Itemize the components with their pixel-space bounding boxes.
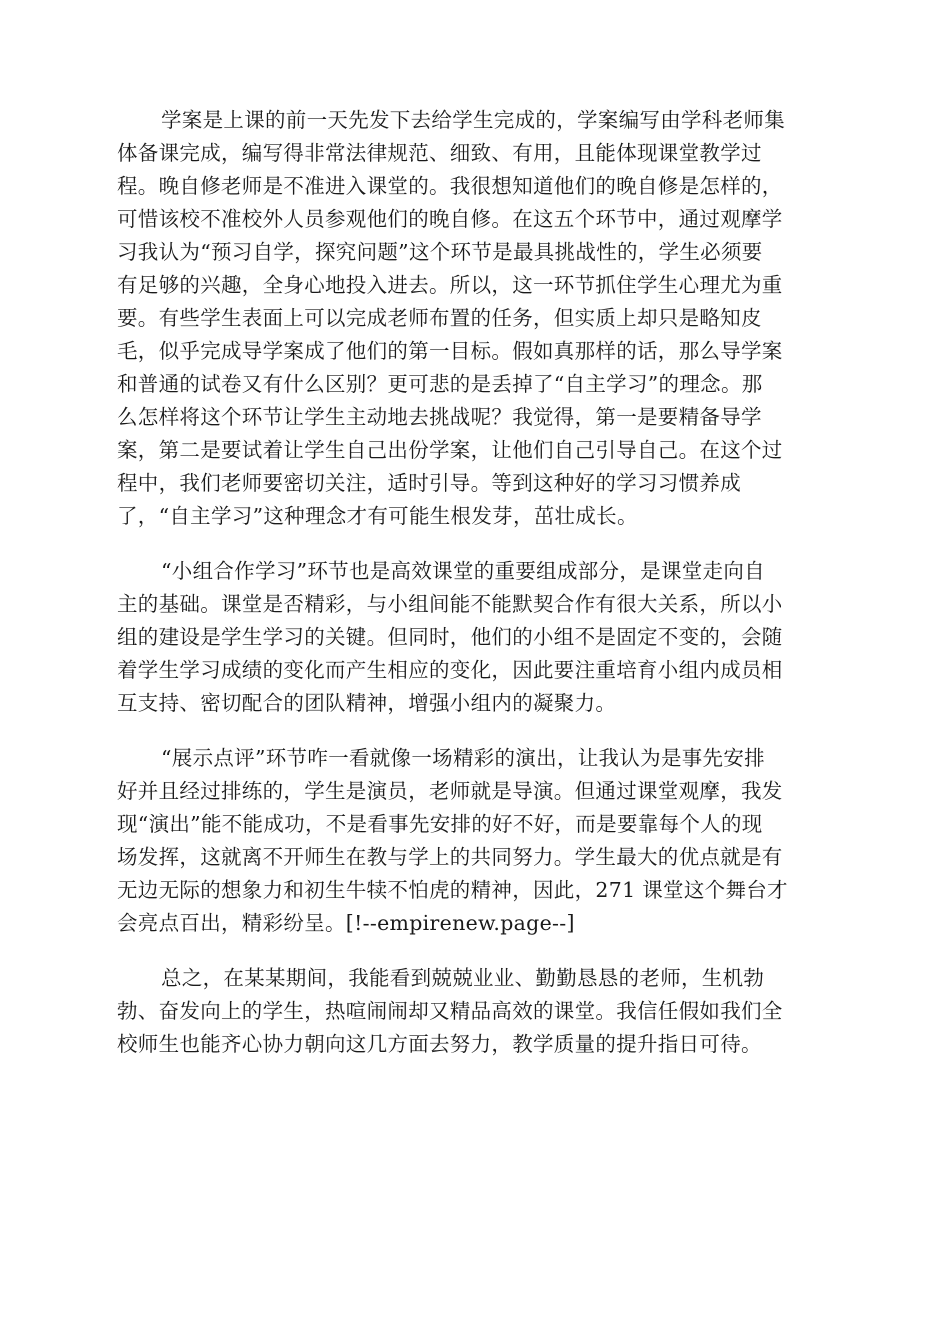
text-line: 案，第二是要试着让学生自己出份学案，让他们自己引导自己。在这个过 — [117, 438, 783, 462]
text-line: 勃、奋发向上的学生，热喧闹闹却又精品高效的课堂。我信任假如我们全 — [117, 999, 783, 1023]
text-line: 总之，在某某期间，我能看到兢兢业业、勤勤恳恳的老师，生机勃 — [161, 966, 765, 990]
text-line: 了，“自主学习”这种理念才有可能生根发芽，茁壮成长。 — [117, 504, 638, 528]
paragraph-3 — [117, 742, 833, 940]
text-line: 体备课完成，编写得非常法律规范、细致、有用，且能体现课堂教学过 — [117, 141, 762, 165]
text-line: 毛，似乎完成导学案成了他们的第一目标。假如真那样的话，那么导学案 — [117, 339, 783, 363]
text-line: 有足够的兴趣，全身心地投入进去。所以，这一环节抓住学生心理尤为重 — [117, 273, 783, 297]
text-line: 主的基础。课堂是否精彩，与小组间能不能默契合作有很大关系，所以小 — [117, 592, 783, 616]
text-line: 现“演出”能不能成功，不是看事先安排的好不好，而是要靠每个人的现 — [117, 812, 763, 836]
text-line: 互支持、密切配合的团队精神，增强小组内的凝聚力。 — [117, 691, 617, 715]
text-line: 习我认为“预习自学，探究问题”这个环节是最具挑战性的，学生必须要 — [117, 240, 763, 264]
text-line: 无边无际的想象力和初生牛犊不怕虎的精神，因此，271 课堂这个舞台才 — [117, 878, 788, 902]
text-line: 组的建设是学生学习的关键。但同时，他们的小组不是固定不变的，会随 — [117, 625, 783, 649]
text-line: 要。有些学生表面上可以完成老师布置的任务，但实质上却只是略知皮 — [117, 306, 762, 330]
text-line: 好并且经过排练的，学生是演员，老师就是导演。但通过课堂观摩，我发 — [117, 779, 783, 803]
paragraph-spacer — [117, 720, 833, 742]
text-line: 么怎样将这个环节让学生主动地去挑战呢？我觉得，第一是要精备导学 — [117, 405, 762, 429]
document-body — [117, 104, 833, 1061]
text-line: 校师生也能齐心协力朝向这几方面去努力，教学质量的提升指日可待。 — [117, 1032, 762, 1056]
paragraph-2 — [117, 555, 833, 720]
text-line: 会亮点百出，精彩纷呈。[!--empirenew.page--] — [117, 911, 575, 935]
text-line: 程。晚自修老师是不准进入课堂的。我很想知道他们的晚自修是怎样的， — [117, 174, 783, 198]
text-line: 可惜该校不准校外人员参观他们的晚自修。在这五个环节中，通过观摩学 — [117, 207, 783, 231]
paragraph-spacer — [117, 533, 833, 555]
text-line: 场发挥，这就离不开师生在教与学上的共同努力。学生最大的优点就是有 — [117, 845, 783, 869]
text-line: “展示点评”环节咋一看就像一场精彩的演出，让我认为是事先安排 — [161, 746, 765, 770]
text-line: 和普通的试卷又有什么区别？更可悲的是丢掉了“自主学习”的理念。那 — [117, 372, 763, 396]
text-line: 程中，我们老师要密切关注，适时引导。等到这种好的学习习惯养成 — [117, 471, 741, 495]
paragraph-spacer — [117, 940, 833, 962]
paragraph-4 — [117, 962, 833, 1061]
text-line: 着学生学习成绩的变化而产生相应的变化，因此要注重培育小组内成员相 — [117, 658, 783, 682]
text-line: “小组合作学习”环节也是高效课堂的重要组成部分，是课堂走向自 — [161, 559, 765, 583]
text-line: 学案是上课的前一天先发下去给学生完成的，学案编写由学科老师集 — [161, 108, 785, 132]
paragraph-1 — [117, 104, 833, 533]
